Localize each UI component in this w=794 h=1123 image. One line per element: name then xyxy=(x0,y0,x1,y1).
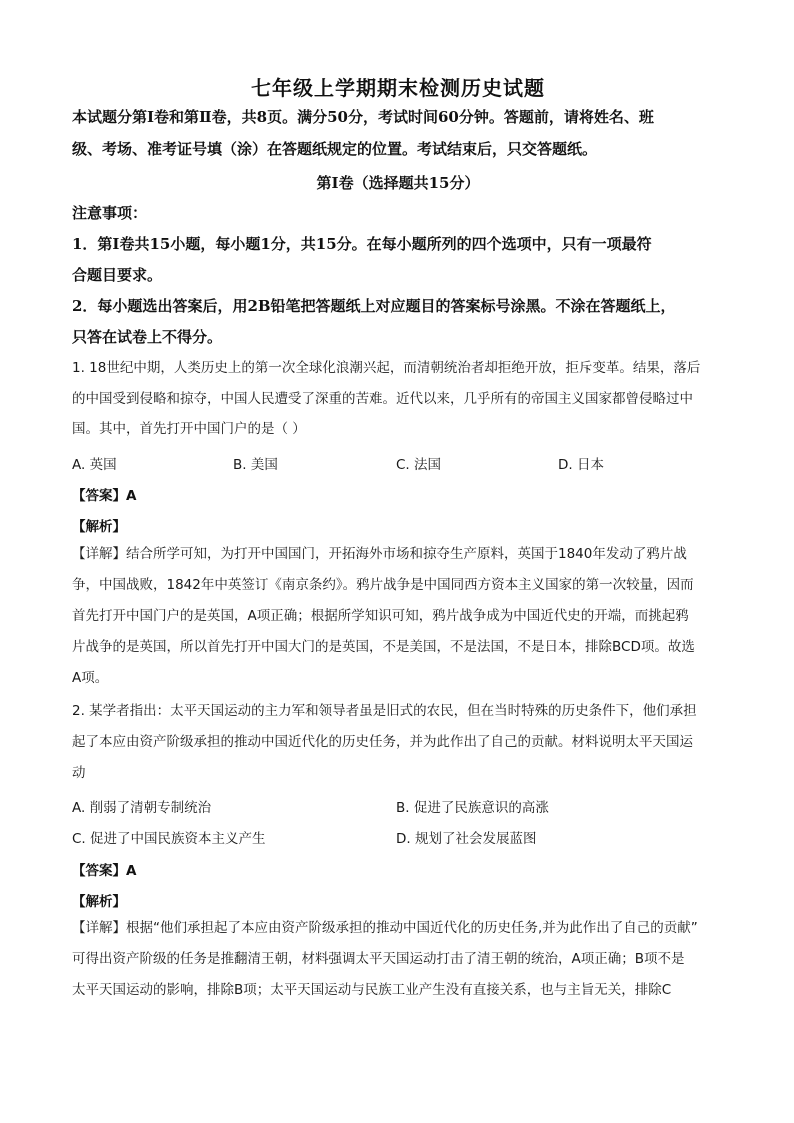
question-stem-line: 1. 18世纪中期，人类历史上的第一次全球化浪潮兴起，而清朝统治者却拒绝开放，拒斥变革。结果，落后 xyxy=(72,360,701,376)
detail-line: 可得出资产阶级的任务是推翻清王朝，材料强调太平天国运动打击了清王朝的统治，A项正确；B项不是 xyxy=(72,951,685,967)
notice-line-3: 2．每小题选出答案后，用2B铅笔把答题纸上对应题目的答案标号涂黑。不涂在答题纸上， xyxy=(72,297,676,315)
detail-line: 太平天国运动的影响，排除B项；太平天国运动与民族工业产生没有直接关系，也与主旨无关，排除C xyxy=(72,982,672,998)
answer-line xyxy=(72,859,136,879)
detail-line: 首先打开中国门户的是英国，A项正确；根据所学知识可知，鸦片战争成为中国近代史的开端，而挑起鸦 xyxy=(72,608,689,624)
notice-line-4: 只答在试卷上不得分。 xyxy=(72,328,223,346)
analysis-label: 【解析】 xyxy=(72,894,126,910)
answer-line xyxy=(72,484,136,504)
notice-heading: 注意事项： xyxy=(72,204,148,222)
detail-line: A项。 xyxy=(72,670,109,686)
notice-line-1: 1．第Ⅰ卷共15小题，每小题1分，共15分。在每小题所列的四个选项中，只有一项最符 xyxy=(72,235,652,253)
detail-line: 【详解】结合所学可知，为打开中国国门，开拓海外市场和掠夺生产原料，英国于1840年发动了鸦片战 xyxy=(72,546,687,562)
option-c: C. 法国 xyxy=(396,457,442,473)
answer-value: A xyxy=(126,488,137,504)
notice-line-2: 合题目要求。 xyxy=(72,266,163,284)
option-d: D. 日本 xyxy=(558,457,604,473)
question-stem-line: 动 xyxy=(72,765,86,781)
question-stem-line: 2. 某学者指出：太平天国运动的主力军和领导者虽是旧式的农民，但在当时特殊的历史条件下，他们承担 xyxy=(72,703,697,719)
option-a: A. 削弱了清朝专制统治 xyxy=(72,800,212,816)
question-stem-line: 起了本应由资产阶级承担的推动中国近代化的历史任务，并为此作出了自己的贡献。材料说明太平天国运 xyxy=(72,734,693,750)
option-b: B. 美国 xyxy=(233,457,278,473)
option-b: B. 促进了民族意识的高涨 xyxy=(396,800,549,816)
analysis-label: 【解析】 xyxy=(72,519,126,535)
answer-label: 【答案】 xyxy=(72,488,126,504)
page-title: 七年级上学期期末检测历史试题 xyxy=(251,76,545,100)
option-c: C. 促进了中国民族资本主义产生 xyxy=(72,831,266,847)
question-stem-line: 国。其中，首先打开中国门户的是（ ） xyxy=(72,421,306,437)
intro-line-1: 本试题分第Ⅰ卷和第Ⅱ卷，共8页。满分50分，考试时间60分钟。答题前，请将姓名、班 xyxy=(72,108,654,126)
answer-label: 【答案】 xyxy=(72,863,126,879)
intro-line-2: 级、考场、准考证号填（涂）在答题纸规定的位置。考试结束后，只交答题纸。 xyxy=(72,140,598,158)
option-d: D. 规划了社会发展蓝图 xyxy=(396,831,537,847)
answer-value: A xyxy=(126,863,137,879)
detail-line: 片战争的是英国，所以首先打开中国大门的是英国，不是美国，不是法国，不是日本，排除BCD项。故选 xyxy=(72,639,695,655)
detail-line: 【详解】根据“他们承担起了本应由资产阶级承担的推动中国近代化的历史任务,并为此作出了自己的贡献” xyxy=(72,920,698,936)
option-a: A. 英国 xyxy=(72,457,117,473)
question-stem-line: 的中国受到侵略和掠夺，中国人民遭受了深重的苦难。近代以来，几乎所有的帝国主义国家都曾侵略过中 xyxy=(72,391,693,407)
part1-title: 第Ⅰ卷（选择题共15分） xyxy=(316,174,480,192)
detail-line: 争，中国战败，1842年中英签订《南京条约》。鸦片战争是中国同西方资本主义国家的第一次较量，因而 xyxy=(72,577,694,593)
